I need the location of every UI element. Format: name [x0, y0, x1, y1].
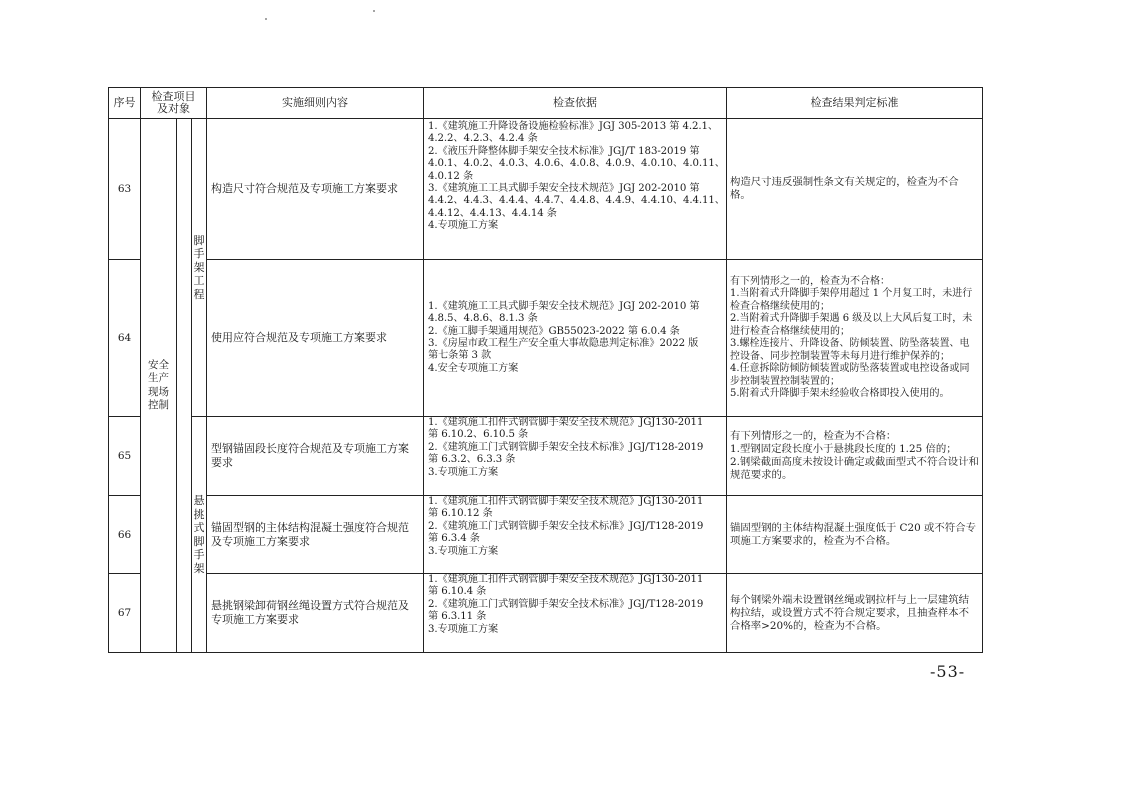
header-seq: 序号: [109, 88, 141, 119]
basis-line: 1.《建筑施工扣件式钢管脚手架安全技术规范》JGJ130-2011: [428, 417, 704, 428]
basis-line: 2.《建筑施工门式钢管脚手架安全技术标准》JGJ/T128-2019: [428, 598, 704, 610]
row-seq: 66: [109, 496, 141, 574]
subcategory-spacer: [177, 119, 192, 653]
basis-line: 2.《建筑施工门式钢管脚手架安全技术标准》JGJ/T128-2019: [428, 520, 704, 532]
scan-speck: [265, 18, 267, 20]
row-judge: [727, 574, 983, 653]
header-judge: 检查结果判定标准: [727, 88, 983, 119]
row-content: 锚固型钢的主体结构混凝土强度符合规范及专项施工方案要求: [207, 496, 424, 574]
row-judge: [727, 119, 983, 260]
basis-line: 4.4.2、4.4.3、4.4.4、4.4.7、4.4.8、4.4.9、4.4.10、4.4.11、: [428, 195, 725, 207]
table-row: [109, 574, 983, 653]
basis-line: 4.8.5、4.8.6、8.1.3 条: [428, 313, 538, 325]
row-judge: [727, 417, 983, 496]
header-basis: 检查依据: [424, 88, 727, 119]
row-basis: [424, 119, 727, 260]
row-content: 构造尺寸符合规范及专项施工方案要求: [207, 119, 424, 260]
basis-line: 4.4.12、4.4.13、4.4.14 条: [428, 207, 557, 219]
row-judge: [727, 260, 983, 417]
basis-line: 1.《建筑施工工具式脚手架安全技术规范》JGJ 202-2010 第: [428, 300, 700, 312]
basis-line: 第 6.3.4 条: [428, 533, 480, 545]
subcategory-cantilever: 悬挑式脚手架: [193, 494, 205, 575]
row-basis: [424, 417, 727, 496]
row-basis: [424, 496, 727, 574]
judge-line: 有下列情形之一的，检查为不合格：: [730, 275, 890, 287]
judge-line: 1.型钢固定段长度小于悬挑段长度的 1.25 倍的；: [730, 443, 957, 455]
basis-line: 第 6.3.2、6.3.3 条: [428, 454, 516, 466]
basis-line: 4.安全专项施工方案: [428, 362, 519, 374]
header-object: [141, 88, 207, 119]
basis-line: 4.2.2、4.2.3、4.2.4 条: [428, 133, 538, 145]
page-number: -53-: [930, 662, 966, 681]
row-seq: 65: [109, 417, 141, 496]
basis-line: 4.0.1、4.0.2、4.0.3、4.0.6、4.0.8、4.0.9、4.0.10、4.0.11、: [428, 158, 725, 170]
row-seq: 63: [109, 119, 141, 260]
inspection-table: [108, 87, 983, 653]
row-basis: [424, 260, 727, 417]
basis-line: 2.《液压升降整体脚手架安全技术标准》JGJ/T 183-2019 第: [428, 145, 700, 157]
basis-line: 3.专项施工方案: [428, 466, 499, 478]
basis-line: 4.0.12 条: [428, 170, 474, 182]
judge-line: 5.附着式升降脚手架未经验收合格即投入使用的。: [730, 388, 950, 399]
category-line: 控制: [148, 399, 169, 411]
basis-line: 第 6.10.4 条: [428, 586, 487, 598]
basis-line: 1.《建筑施工扣件式钢管脚手架安全技术规范》JGJ130-2011: [428, 496, 704, 507]
subcategory-scaffold-cell: [192, 119, 207, 417]
basis-line: 2.《建筑施工门式钢管脚手架安全技术标准》JGJ/T128-2019: [428, 441, 704, 453]
row-content: 使用应符合规范及专项施工方案要求: [207, 260, 424, 417]
row-basis: [424, 574, 727, 653]
basis-line: 3.《房屋市政工程生产安全重大事故隐患判定标准》2022 版: [428, 338, 699, 349]
header-content: 实施细则内容: [207, 88, 424, 119]
table-row: [109, 496, 983, 574]
basis-line: 3.《建筑施工工具式脚手架安全技术规范》JGJ 202-2010 第: [428, 183, 700, 195]
header-object-line2: 及对象: [157, 102, 190, 115]
basis-line: 第 6.10.12 条: [428, 508, 493, 520]
basis-line: 第 6.10.2、6.10.5 条: [428, 429, 529, 441]
table-row: [109, 417, 983, 496]
row-judge: [727, 496, 983, 574]
basis-line: 第七条第 3 款: [428, 350, 492, 362]
judge-line: 4.任意拆除防倾防倾装置或防坠落装置或电控设备或同步控制装置控制装置的；: [730, 363, 970, 387]
row-seq: 67: [109, 574, 141, 653]
basis-line: 第 6.3.11 条: [428, 611, 487, 623]
judge-line: 构造尺寸违反强制性条文有关规定的，检查为不合格。: [730, 176, 959, 201]
table-row: [109, 119, 983, 260]
category-cell: [141, 119, 177, 653]
basis-line: 2.《施工脚手架通用规范》GB55023-2022 第 6.0.4 条: [428, 325, 680, 337]
header-row: [109, 88, 983, 119]
basis-line: 1.《建筑施工扣件式钢管脚手架安全技术规范》JGJ130-2011: [428, 574, 704, 585]
table-row: [109, 260, 983, 417]
header-object-line1: 检查项目: [151, 90, 196, 103]
basis-line: 4.专项施工方案: [428, 220, 499, 232]
judge-line: 锚固型钢的主体结构混凝土强度低于 C20 或不符合专项施工方案要求的，检查为不合格。: [730, 521, 976, 547]
basis-line: 1.《建筑施工升降设备设施检验标准》JGJ 305-2013 第 4.2.1、: [428, 121, 718, 132]
scan-speck: [373, 10, 375, 12]
subcategory-scaffold: 脚手架工程: [193, 233, 205, 301]
judge-line: 3.螺栓连接片、升降设备、防倾装置、防坠落装置、电控设备、同步控制装置等未每月进行维护保养的；: [730, 338, 970, 362]
judge-line: 2.钢梁截面高度未按设计确定或截面型式不符合设计和规范要求的。: [730, 456, 979, 481]
category-line: 安全: [148, 358, 169, 371]
judge-line: 每个钢梁外端未设置钢丝绳或钢拉杆与上一层建筑结构拉结，或设置方式不符合规定要求，且抽查样本不合格率>20%的，检查为不合格。: [730, 593, 969, 632]
judge-line: 有下列情形之一的，检查为不合格：: [730, 430, 897, 442]
row-seq: 64: [109, 260, 141, 417]
category-line: 生产: [148, 372, 169, 384]
basis-line: 3.专项施工方案: [428, 623, 499, 635]
subcategory-cantilever-cell: [192, 417, 207, 653]
judge-line: 2.当附着式升降脚手架遇 6 级及以上大风后复工时，未进行检查合格继续使用的；: [730, 313, 973, 337]
row-content: 悬挑钢梁卸荷钢丝绳设置方式符合规范及专项施工方案要求: [207, 574, 424, 653]
category-line: 现场: [148, 385, 169, 398]
judge-line: 1.当附着式升降脚手架停用超过 1 个月复工时，未进行检查合格继续使用的；: [730, 288, 973, 312]
row-content: 型钢锚固段长度符合规范及专项施工方案要求: [207, 417, 424, 496]
basis-line: 3.专项施工方案: [428, 545, 499, 557]
